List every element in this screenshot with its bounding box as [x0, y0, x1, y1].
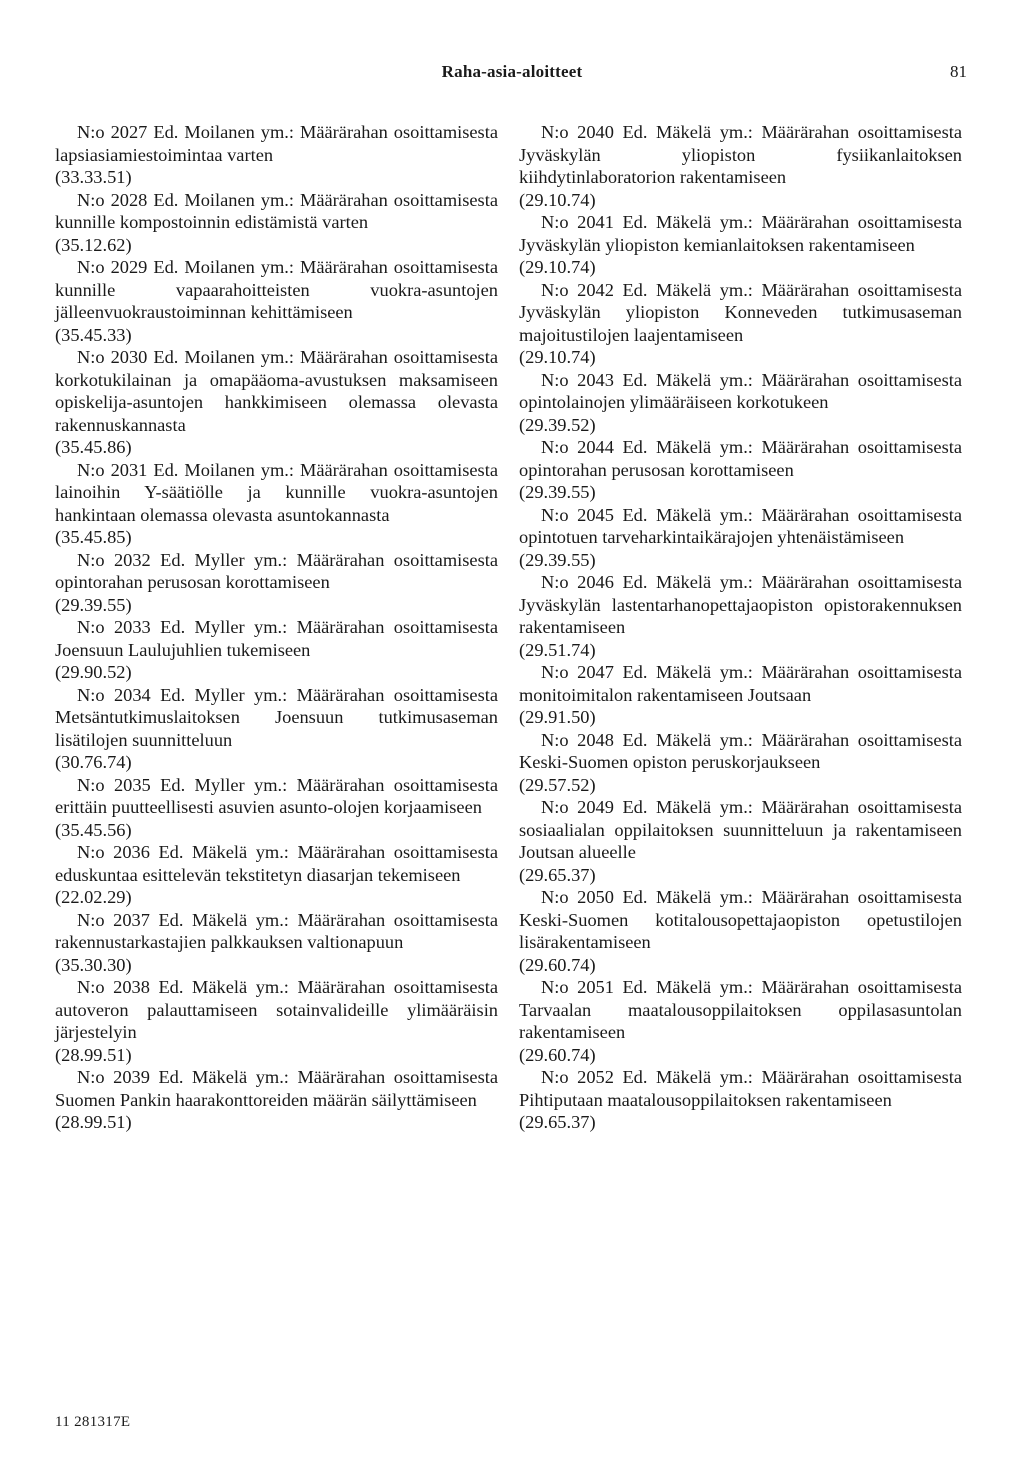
entry-code: (35.45.86) [55, 437, 132, 457]
right-column [519, 121, 962, 1134]
list-item [55, 976, 498, 1066]
entry-text: N:o 2031 Ed. Moilanen ym.: Määrärahan osoittamisesta lainoihin Y-säätiölle ja kunnille vuokra-asuntojen hankintaan olemassa olevasta asuntokannasta [55, 459, 498, 525]
list-item [55, 841, 498, 909]
entry-code: (22.02.29) [55, 887, 132, 907]
entry-text: N:o 2050 Ed. Mäkelä ym.: Määrärahan osoittamisesta Keski-Suomen kotitalousopettajaopiston opetustilojen lisärakentamiseen [519, 887, 962, 952]
entry-code: (28.99.51) [55, 1044, 132, 1065]
entry-code: (29.91.50) [519, 707, 596, 727]
list-item [519, 571, 962, 661]
entry-text: N:o 2029 Ed. Moilanen ym.: Määrärahan osoittamisesta kunnille vapaarahoitteisten vuokra-asuntojen jälleenvuokraustoiminnan kehittämiseen [55, 257, 498, 322]
list-item [55, 1066, 498, 1134]
entry-code: (29.90.52) [55, 662, 132, 682]
entry-code: (29.39.52) [519, 414, 596, 435]
list-item [55, 346, 498, 459]
entry-text: N:o 2049 Ed. Mäkelä ym.: Määrärahan osoittamisesta sosiaalialan oppilaitoksen suunnitteluun ja rakentamiseen Joutsan alueelle [519, 797, 962, 862]
entry-text: N:o 2033 Ed. Myller ym.: Määrärahan osoittamisesta Joensuun Laulujuhlien tukemiseen [55, 617, 498, 660]
entry-text: N:o 2034 Ed. Myller ym.: Määrärahan osoittamisesta Metsäntutkimuslaitoksen Joensuun tutkimusaseman lisätilojen suunnitteluun [55, 684, 498, 750]
page-title: Raha-asia-aloitteet [441, 62, 583, 81]
list-item [519, 369, 962, 437]
entry-text: N:o 2037 Ed. Mäkelä ym.: Määrärahan osoittamisesta rakennustarkastajien palkkauksen valtionapuun [55, 909, 498, 952]
entry-code: (29.51.74) [519, 639, 596, 660]
list-item [55, 616, 498, 684]
entry-code: (35.45.56) [55, 819, 132, 840]
list-item [519, 976, 962, 1066]
list-item [55, 549, 498, 617]
list-item [55, 256, 498, 346]
entry-text: N:o 2028 Ed. Moilanen ym.: Määrärahan osoittamisesta kunnille kompostoinnin edistämistä varten [55, 189, 498, 232]
list-item [519, 886, 962, 976]
entry-text: N:o 2047 Ed. Mäkelä ym.: Määrärahan osoittamisesta monitoimitalon rakentamiseen Joutsaan [519, 662, 962, 705]
list-item [519, 436, 962, 504]
entry-code: (29.10.74) [519, 347, 596, 367]
entry-code: (29.60.74) [519, 1044, 596, 1065]
entry-code: (35.45.85) [55, 527, 132, 547]
entry-text: N:o 2036 Ed. Mäkelä ym.: Määrärahan osoittamisesta eduskuntaa esittelevän tekstitetyn diasarjan tekemiseen [55, 842, 498, 885]
entry-text: N:o 2051 Ed. Mäkelä ym.: Määrärahan osoittamisesta Tarvaalan maatalousoppilaitoksen oppilasasuntolan rakentamiseen [519, 977, 962, 1042]
entry-code: (29.39.55) [55, 594, 132, 615]
entry-code: (29.60.74) [519, 954, 596, 975]
list-item [519, 504, 962, 572]
list-item [519, 279, 962, 369]
entry-text: N:o 2041 Ed. Mäkelä ym.: Määrärahan osoittamisesta Jyväskylän yliopiston kemianlaitoksen rakentamiseen [519, 212, 962, 255]
entry-code: (29.39.55) [519, 482, 596, 502]
entry-code: (29.39.55) [519, 549, 596, 570]
list-item [519, 1066, 962, 1134]
entry-text: N:o 2035 Ed. Myller ym.: Määrärahan osoittamisesta erittäin puutteellisesti asuvien asunto-olojen korjaamiseen [55, 774, 498, 817]
entry-code: (29.57.52) [519, 774, 596, 795]
print-signature: 11 281317E [55, 1414, 131, 1430]
entry-text: N:o 2030 Ed. Moilanen ym.: Määrärahan osoittamisesta korkotukilainan ja omapääoma-avustuksen maksamiseen opiskelija-asuntojen hankkimiseen olemassa olevasta rakennuskannasta [55, 347, 498, 435]
entry-text: N:o 2052 Ed. Mäkelä ym.: Määrärahan osoittamisesta Pihtiputaan maatalousoppilaitoksen rakentamiseen [519, 1067, 962, 1110]
entry-text: N:o 2040 Ed. Mäkelä ym.: Määrärahan osoittamisesta Jyväskylän yliopiston fysiikanlaitoksen kiihdytinlaboratorion rakentamiseen [519, 122, 962, 187]
entry-text: N:o 2039 Ed. Mäkelä ym.: Määrärahan osoittamisesta Suomen Pankin haarakonttoreiden määrän säilyttämiseen [55, 1067, 498, 1110]
list-item [519, 661, 962, 729]
entry-text: N:o 2046 Ed. Mäkelä ym.: Määrärahan osoittamisesta Jyväskylän lastentarhanopettajaopiston opistorakennuksen rakentamiseen [519, 572, 962, 637]
entry-code: (35.45.33) [55, 324, 132, 345]
list-item [55, 684, 498, 774]
left-column [55, 121, 498, 1134]
entry-code: (29.10.74) [519, 257, 596, 277]
entry-code: (35.12.62) [55, 234, 132, 255]
list-item [519, 729, 962, 797]
entry-text: N:o 2043 Ed. Mäkelä ym.: Määrärahan osoittamisesta opintolainojen ylimääräiseen korkotukeen [519, 369, 962, 412]
page-number: 81 [950, 62, 967, 81]
entry-text: N:o 2044 Ed. Mäkelä ym.: Määrärahan osoittamisesta opintorahan perusosan korottamiseen [519, 437, 962, 480]
list-item [55, 189, 498, 257]
entry-text: N:o 2038 Ed. Mäkelä ym.: Määrärahan osoittamisesta autoveron palauttamiseen sotainvalideille ylimääräisin järjestelyin [55, 977, 498, 1042]
entry-code: (30.76.74) [55, 752, 132, 772]
entry-code: (29.65.37) [519, 864, 596, 885]
entry-text: N:o 2032 Ed. Myller ym.: Määrärahan osoittamisesta opintorahan perusosan korottamiseen [55, 549, 498, 592]
list-item [519, 121, 962, 211]
entry-code: (35.30.30) [55, 954, 132, 975]
list-item [55, 459, 498, 549]
list-item [519, 211, 962, 279]
entry-code: (29.65.37) [519, 1112, 596, 1132]
entry-text: N:o 2048 Ed. Mäkelä ym.: Määrärahan osoittamisesta Keski-Suomen opiston peruskorjaukseen [519, 729, 962, 772]
entry-code: (28.99.51) [55, 1112, 132, 1132]
entry-code: (29.10.74) [519, 189, 596, 210]
list-item [55, 121, 498, 189]
entry-text: N:o 2027 Ed. Moilanen ym.: Määrärahan osoittamisesta lapsiasiamiestoimintaa varten [55, 122, 498, 165]
entry-code: (33.33.51) [55, 167, 132, 187]
list-item [55, 774, 498, 842]
list-item [519, 796, 962, 886]
list-item [55, 909, 498, 977]
entry-text: N:o 2042 Ed. Mäkelä ym.: Määrärahan osoittamisesta Jyväskylän yliopiston Konneveden tutkimusaseman majoitustilojen laajentamiseen [519, 279, 962, 345]
entry-text: N:o 2045 Ed. Mäkelä ym.: Määrärahan osoittamisesta opintotuen tarveharkintaikärajojen yhtenäistämiseen [519, 504, 962, 547]
